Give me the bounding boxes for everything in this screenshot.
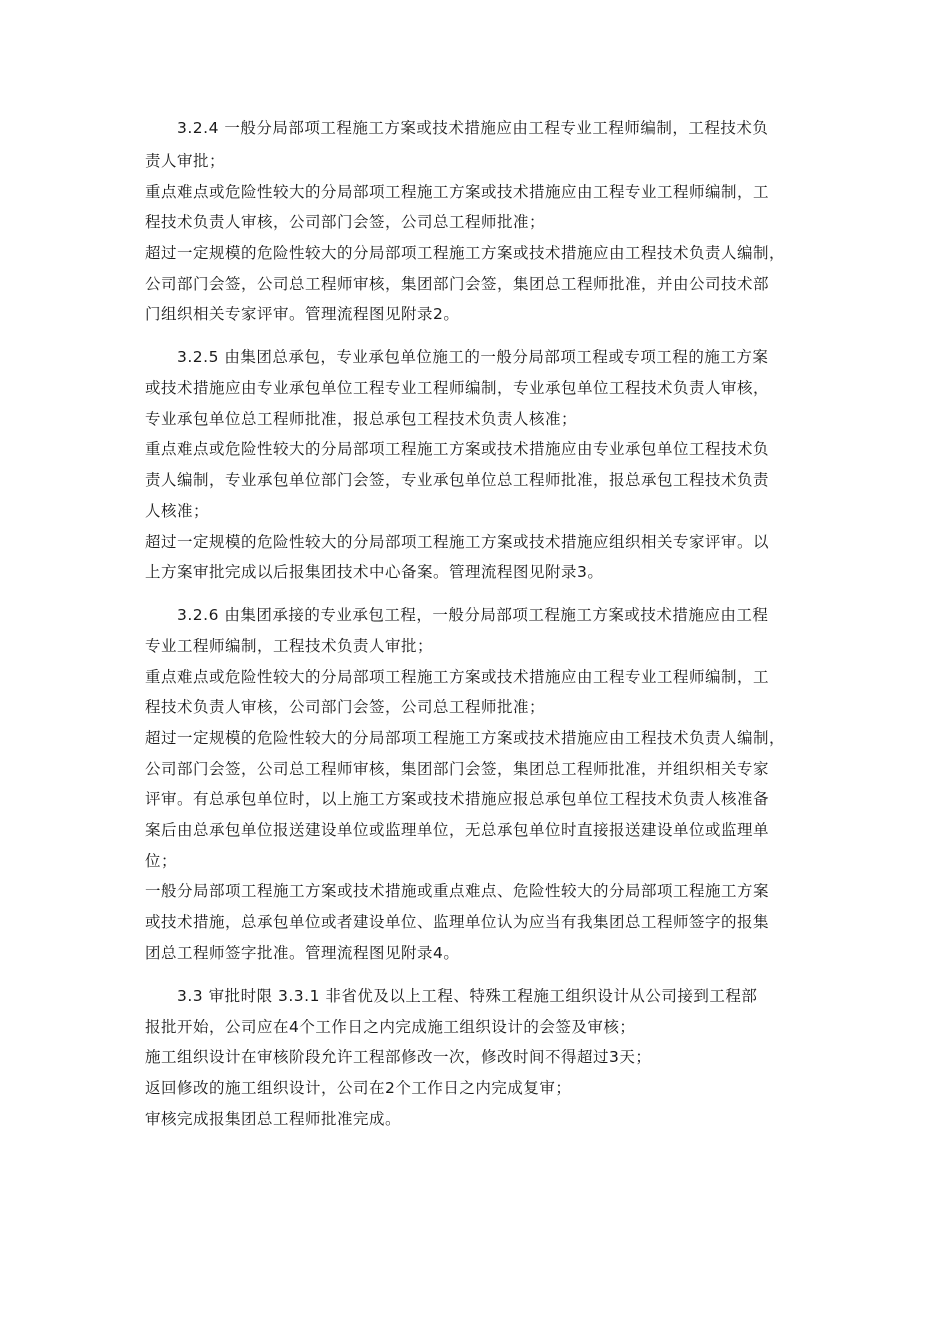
paragraph-3-2-6-line: 案后由总承包单位报送建设单位或监理单位，无总承包单位时直接报送建设单位或监理单	[145, 821, 770, 839]
paragraph-3-2-4-line: 3.2.4 一般分局部项工程施工方案或技术措施应由工程专业工程师编制，工程技术负	[177, 119, 769, 137]
paragraph-3-2-6-line: 专业工程师编制，工程技术负责人审批；	[145, 637, 434, 655]
paragraph-3-3-line: 施工组织设计在审核阶段允许工程部修改一次，修改时间不得超过3天；	[145, 1048, 652, 1066]
paragraph-3-2-6-line: 位；	[145, 852, 178, 870]
paragraph-3-2-5-line: 3.2.5 由集团总承包，专业承包单位施工的一般分局部项工程或专项工程的施工方案	[177, 348, 769, 366]
paragraph-3-2-5-line: 专业承包单位总工程师批准，报总承包工程技术负责人核准；	[145, 410, 578, 428]
paragraph-3-2-4-line: 公司部门会签，公司总工程师审核，集团部门会签，集团总工程师批准，并由公司技术部	[145, 275, 770, 293]
paragraph-3-2-6-line: 或技术措施，总承包单位或者建设单位、监理单位认为应当有我集团总工程师签字的报集	[145, 913, 770, 931]
paragraph-3-2-6-line: 程技术负责人审核，公司部门会签，公司总工程师批准；	[145, 698, 546, 716]
paragraph-3-2-6-line: 3.2.6 由集团承接的专业承包工程，一般分局部项工程施工方案或技术措施应由工程	[177, 606, 769, 624]
paragraph-3-2-6-line: 评审。有总承包单位时，以上施工方案或技术措施应报总承包单位工程技术负责人核准备	[145, 790, 770, 808]
paragraph-3-3-line: 3.3 审批时限 3.3.1 非省优及以上工程、特殊工程施工组织设计从公司接到工程部	[177, 987, 758, 1005]
paragraph-3-2-6-line: 一般分局部项工程施工方案或技术措施或重点难点、危险性较大的分局部项工程施工方案	[145, 882, 770, 900]
paragraph-3-2-5-line: 超过一定规模的危险性较大的分局部项工程施工方案或技术措施应组织相关专家评审。以	[145, 533, 770, 551]
paragraph-3-2-5-line: 上方案审批完成以后报集团技术中心备案。管理流程图见附录3。	[145, 563, 604, 581]
paragraph-3-2-4-line: 门组织相关专家评审。管理流程图见附录2。	[145, 305, 460, 323]
paragraph-3-2-6-line: 团总工程师签字批准。管理流程图见附录4。	[145, 944, 460, 962]
paragraph-3-2-5-line: 重点难点或危险性较大的分局部项工程施工方案或技术措施应由专业承包单位工程技术负	[145, 440, 770, 458]
paragraph-3-2-5-line: 责人编制，专业承包单位部门会签，专业承包单位总工程师批准，报总承包工程技术负责	[145, 471, 770, 489]
paragraph-3-2-4-line: 重点难点或危险性较大的分局部项工程施工方案或技术措施应由工程专业工程师编制，工	[145, 183, 770, 201]
paragraph-3-2-6-line: 重点难点或危险性较大的分局部项工程施工方案或技术措施应由工程专业工程师编制，工	[145, 668, 770, 686]
paragraph-3-2-5-line: 或技术措施应由专业承包单位工程专业工程师编制，专业承包单位工程技术负责人审核，	[145, 379, 770, 397]
paragraph-3-2-4-line: 责人审批；	[145, 152, 226, 170]
paragraph-3-2-5-line: 人核准；	[145, 502, 210, 520]
paragraph-3-2-6-line: 公司部门会签，公司总工程师审核，集团部门会签，集团总工程师批准，并组织相关专家	[145, 760, 770, 778]
paragraph-3-3-line: 审核完成报集团总工程师批准完成。	[145, 1110, 402, 1128]
paragraph-3-2-6-line: 超过一定规模的危险性较大的分局部项工程施工方案或技术措施应由工程技术负责人编制，	[145, 729, 786, 747]
paragraph-3-3-line: 报批开始，公司应在4个工作日之内完成施工组织设计的会签及审核；	[145, 1018, 636, 1036]
paragraph-3-3-line: 返回修改的施工组织设计，公司在2个工作日之内完成复审；	[145, 1079, 572, 1097]
paragraph-3-2-4-line: 程技术负责人审核，公司部门会签，公司总工程师批准；	[145, 213, 546, 231]
paragraph-3-2-4-line: 超过一定规模的危险性较大的分局部项工程施工方案或技术措施应由工程技术负责人编制，	[145, 244, 786, 262]
